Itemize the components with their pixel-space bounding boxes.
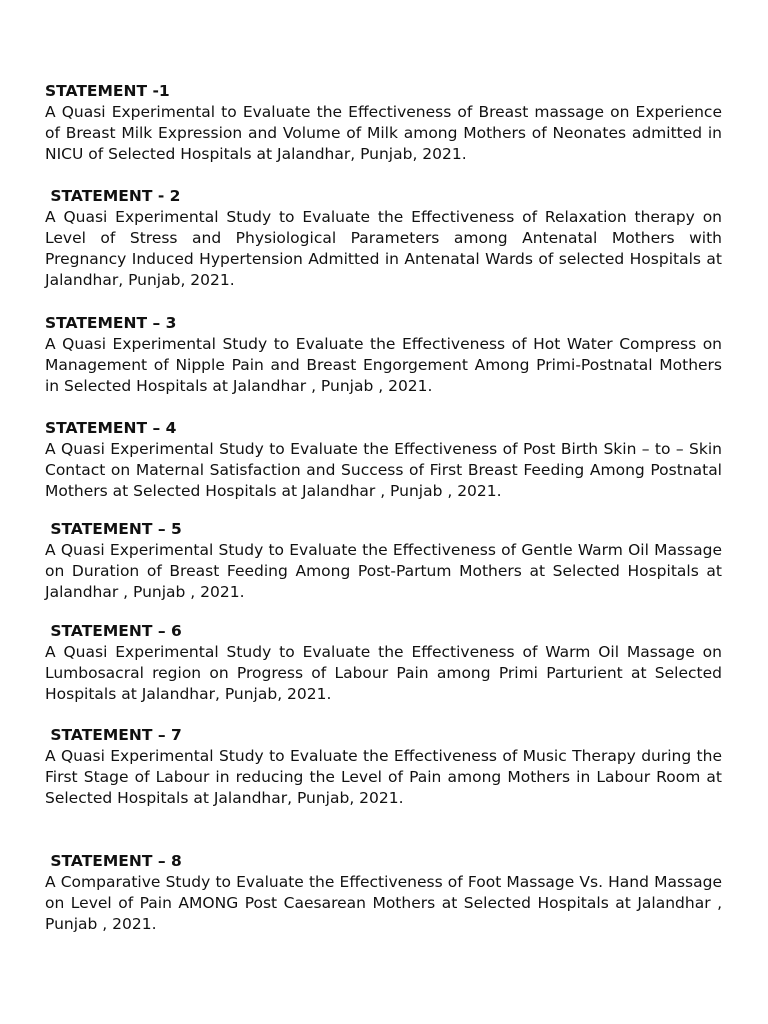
statement-heading: STATEMENT -1 xyxy=(45,82,170,100)
statement-3 xyxy=(45,313,722,397)
statement-heading: STATEMENT – 6 xyxy=(45,622,182,640)
statement-text: A Quasi Experimental Study to Evaluate the Effectiveness of Post Birth Skin – to – Skin Contact on Maternal Satisfaction and Success of First Breast Feeding Among Postnatal Mothers at Selected Hospitals at Jalandhar , Punjab , 2021. xyxy=(45,440,722,500)
statement-text: A Comparative Study to Evaluate the Effectiveness of Foot Massage Vs. Hand Massage on Level of Pain AMONG Post Caesarean Mothers at Selected Hospitals at Jalandhar , Punjab , 2021. xyxy=(45,873,722,933)
statement-heading: STATEMENT – 8 xyxy=(45,852,182,870)
statement-text: A Quasi Experimental Study to Evaluate the Effectiveness of Relaxation therapy on Level of Stress and Physiological Parameters among Antenatal Mothers with Pregnancy Induced Hypertension Admitted in Antenatal Wards of selected Hospitals at Jalandhar, Punjab, 2021. xyxy=(45,208,722,289)
statement-heading: STATEMENT – 5 xyxy=(45,520,182,538)
statement-5 xyxy=(45,519,722,603)
statement-heading: STATEMENT – 4 xyxy=(45,419,177,437)
statement-text: A Quasi Experimental Study to Evaluate the Effectiveness of Gentle Warm Oil Massage on Duration of Breast Feeding Among Post-Partum Mothers at Selected Hospitals at Jalandhar , Punjab , 2021. xyxy=(45,541,722,601)
statement-heading: STATEMENT – 7 xyxy=(45,726,182,744)
statement-text: A Quasi Experimental Study to Evaluate the Effectiveness of Hot Water Compress on Management of Nipple Pain and Breast Engorgement Among Primi-Postnatal Mothers in Selected Hospitals at Jalandhar , Punjab , 2021. xyxy=(45,335,722,395)
statement-7 xyxy=(45,725,722,809)
statement-text: A Quasi Experimental Study to Evaluate the Effectiveness of Music Therapy during the First Stage of Labour in reducing the Level of Pain among Mothers in Labour Room at Selected Hospitals at Jalandhar, Punjab, 2021. xyxy=(45,747,722,807)
statement-4 xyxy=(45,418,722,502)
statement-6 xyxy=(45,621,722,705)
statement-1 xyxy=(45,81,722,165)
statement-text: A Quasi Experimental Study to Evaluate the Effectiveness of Warm Oil Massage on Lumbosacral region on Progress of Labour Pain among Primi Parturient at Selected Hospitals at Jalandhar, Punjab, 2021. xyxy=(45,643,722,703)
statement-heading: STATEMENT - 2 xyxy=(45,187,181,205)
statement-heading: STATEMENT – 3 xyxy=(45,314,177,332)
statement-text: A Quasi Experimental to Evaluate the Effectiveness of Breast massage on Experience of Breast Milk Expression and Volume of Milk among Mothers of Neonates admitted in NICU of Selected Hospitals at Jalandhar, Punjab, 2021. xyxy=(45,103,722,163)
statement-8 xyxy=(45,851,722,935)
statement-2 xyxy=(45,186,722,291)
